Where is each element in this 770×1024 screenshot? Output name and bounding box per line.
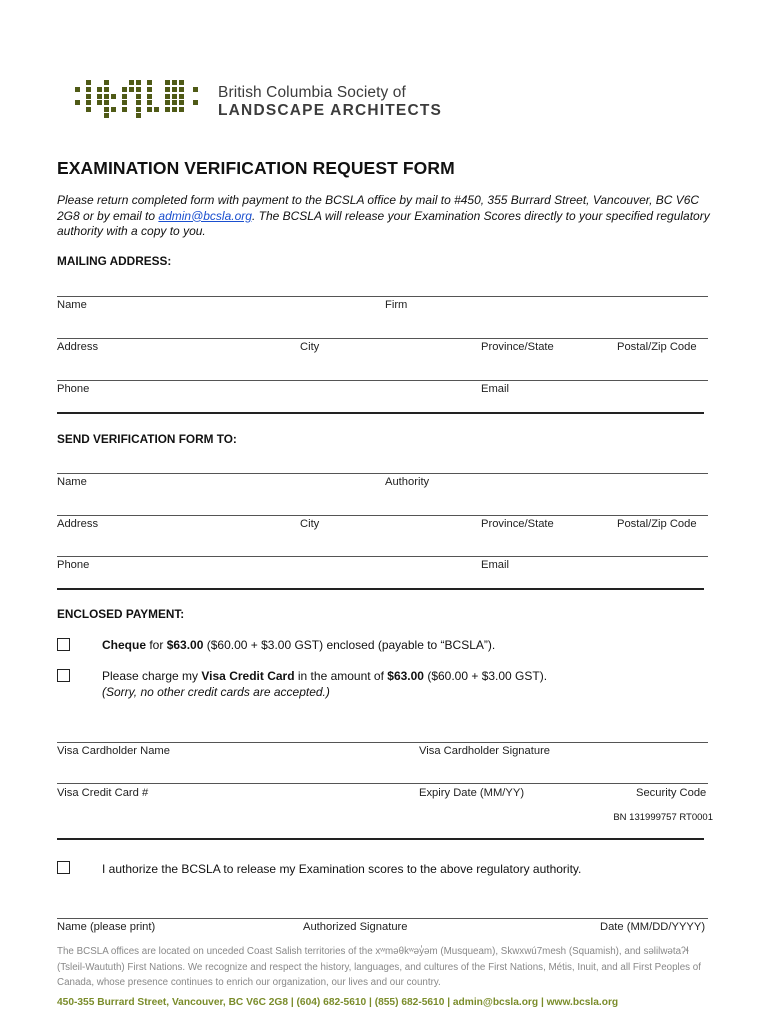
visa-text-1: Please charge my (102, 669, 202, 683)
send-postal-label: Postal/Zip Code (617, 518, 697, 530)
enclosed-payment-heading: ENCLOSED PAYMENT: (57, 607, 185, 621)
land-acknowledgement: The BCSLA offices are located on unceded Coast Salish territories of the xʷməθkʷəy̓əm (Musqueam), Skwxwú7mesh (Squamish), and səlilwətaʔɬ (Tsleil-Waututh) First Nations. We recognize and respect the history, languages, and cultures of the First Nations, Métis, Inuit, and all First Peoples of Canada, whose presence continues to enrich our organization, our lives and our country. (57, 946, 701, 988)
mailing-address-label: Address (57, 341, 99, 353)
form-intro (57, 193, 717, 240)
send-authority-label: Authority (385, 476, 430, 488)
section-divider (57, 412, 704, 414)
org-name-line2: LANDSCAPE ARCHITECTS (218, 102, 443, 119)
section-divider (57, 588, 704, 590)
visa-checkbox[interactable] (57, 669, 70, 682)
mailing-phone-email-line[interactable] (57, 380, 708, 381)
mailing-firm-label: Firm (385, 299, 408, 311)
expiry-date-label: Expiry Date (MM/YY) (419, 787, 525, 799)
cheque-checkbox[interactable] (57, 638, 70, 651)
intro-text-2: . The BCSLA will release your Examination Scores directly to your specified regulatory authority with a copy to you. (57, 208, 710, 238)
card-number-line[interactable] (57, 783, 708, 784)
send-name-authority-line[interactable] (57, 473, 708, 474)
cheque-label: Cheque (102, 638, 147, 652)
date-label: Date (MM/DD/YYYY) (600, 921, 706, 933)
mailing-email-label: Email (481, 383, 509, 395)
cheque-text-for: for (146, 638, 167, 652)
mailing-address-line[interactable] (57, 338, 708, 339)
send-verification-heading: SEND VERIFICATION FORM TO: (57, 432, 237, 446)
org-name-line1: British Columbia Society of (218, 84, 406, 101)
send-province-label: Province/State (481, 518, 554, 530)
cardholder-name-label: Visa Cardholder Name (57, 745, 170, 757)
mailing-city-label: City (300, 341, 320, 353)
intro-email-link[interactable]: admin@bcsla.org (158, 208, 252, 223)
mailing-phone-label: Phone (57, 383, 90, 395)
visa-option-text (102, 668, 547, 700)
bcsla-logo (75, 80, 200, 118)
intro-text-1: Please return completed form with payment to the BCSLA office by mail to #450, 355 Burrard Street, Vancouver, BC V6C 2G8 or by email to (57, 193, 700, 223)
organization-name (218, 84, 442, 120)
mailing-name-firm-line[interactable] (57, 296, 708, 297)
visa-card-label: Visa Credit Card (201, 669, 295, 683)
cardholder-line[interactable] (57, 742, 708, 743)
name-print-label: Name (please print) (57, 921, 156, 933)
security-code-label: Security Code (636, 787, 707, 799)
mailing-address-heading: MAILING ADDRESS: (57, 254, 172, 268)
visa-text-3: ($60.00 + $3.00 GST). (423, 669, 548, 683)
send-email-label: Email (481, 559, 509, 571)
footer-contact: 450-355 Burrard Street, Vancouver, BC V6C 2G8 | (604) 682-5610 | (855) 682-5610 | admin@bcsla.org | www.bcsla.org (57, 997, 619, 1008)
section-divider (57, 838, 704, 840)
form-title: EXAMINATION VERIFICATION REQUEST FORM (57, 158, 455, 178)
send-name-label: Name (57, 476, 87, 488)
send-address-line[interactable] (57, 515, 708, 516)
business-number: BN 131999757 RT0001 (613, 812, 713, 823)
cheque-text-rest: ($60.00 + $3.00 GST) enclosed (payable to “BCSLA”). (203, 638, 496, 652)
authorization-checkbox[interactable] (57, 861, 70, 874)
visa-text-2: in the amount of (294, 669, 388, 683)
send-city-label: City (300, 518, 320, 530)
cheque-amount: $63.00 (166, 638, 204, 652)
mailing-name-label: Name (57, 299, 87, 311)
cardholder-signature-label: Visa Cardholder Signature (419, 745, 551, 757)
authorized-signature-label: Authorized Signature (303, 921, 408, 933)
card-number-label: Visa Credit Card # (57, 787, 149, 799)
authorization-line[interactable] (57, 918, 708, 919)
visa-amount: $63.00 (387, 669, 424, 683)
mailing-province-label: Province/State (481, 341, 554, 353)
cheque-option-text (102, 637, 495, 653)
visa-note: (Sorry, no other credit cards are accepted.) (102, 685, 330, 699)
send-phone-label: Phone (57, 559, 90, 571)
send-address-label: Address (57, 518, 99, 530)
authorization-text: I authorize the BCSLA to release my Examination scores to the above regulatory authority. (102, 862, 582, 876)
mailing-postal-label: Postal/Zip Code (617, 341, 697, 353)
send-phone-email-line[interactable] (57, 556, 708, 557)
